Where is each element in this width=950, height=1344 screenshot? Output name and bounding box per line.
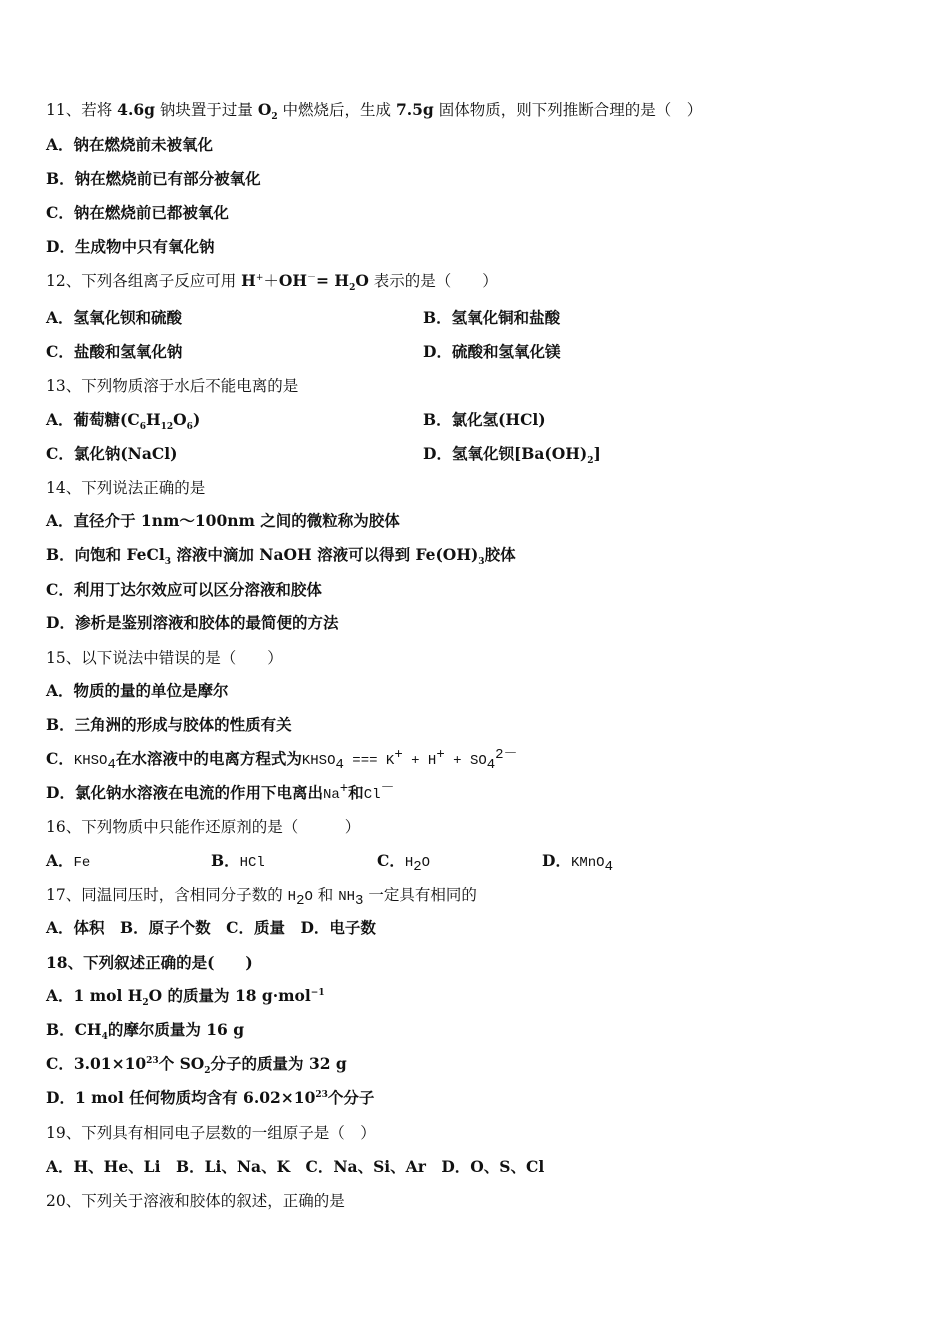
q18-option-a xyxy=(46,986,325,1009)
q14-b-sub: 3 xyxy=(164,557,172,568)
q15-d-formula: Cl xyxy=(363,787,381,803)
q15-c-text: 在水溶液中的电离方程式为 xyxy=(115,749,302,768)
q16-b-formula: HCl xyxy=(239,855,265,871)
q18-c-text: 个 SO xyxy=(158,1054,205,1073)
q11-option-a: A．钠在燃烧前未被氧化 xyxy=(46,135,214,154)
q18-d-text: D．1 mol 任何物质均含有 6.02×10 xyxy=(46,1088,316,1107)
q18-b-text: 的摩尔质量为 16 g xyxy=(107,1020,245,1039)
q13-a-text: A．葡萄糖(C xyxy=(46,410,140,429)
q15-c-formula: KHSO xyxy=(73,753,108,769)
q13-d-text: ] xyxy=(593,444,601,463)
q16-option-c xyxy=(377,851,431,876)
q17-stem-text: 17、同温同压时，含相同分子数的 xyxy=(46,886,288,904)
q11-stem-text: 钠块置于过量 xyxy=(154,101,258,119)
q15-c-sup: 2－ xyxy=(495,746,518,763)
q13-a-sub: 12 xyxy=(160,422,174,433)
q17-stem-text: 一定具有相同的 xyxy=(363,886,477,904)
q14-b-text: 胶体 xyxy=(484,545,516,564)
q20-stem: 20、下列关于溶液和胶体的叙述，正确的是 xyxy=(46,1192,345,1210)
q11-option-d: D．生成物中只有氧化钠 xyxy=(46,237,215,256)
q17-formula: NH xyxy=(338,889,356,905)
q18-b-text: B．CH xyxy=(46,1020,102,1039)
q13-row-1 xyxy=(46,410,546,433)
q16-stem: 16、下列物质中只能作还原剂的是（ ） xyxy=(46,818,361,836)
q13-a-text: O xyxy=(173,410,187,429)
q15-c-formula: === K xyxy=(343,753,395,769)
q13-d-sub: 2 xyxy=(587,456,594,467)
q14-option-c: C．利用丁达尔效应可以区分溶液和胶体 xyxy=(46,580,322,599)
q14-option-d: D．渗析是鉴别溶液和胶体的最简便的方法 xyxy=(46,613,339,632)
q13-option-a xyxy=(46,410,201,433)
q16-b-label: B． xyxy=(211,851,240,870)
q13-a-sub: 6 xyxy=(186,422,193,433)
q12-stem-text: 12、下列各组离子反应可用 xyxy=(46,272,242,290)
q12-superscript: + xyxy=(255,272,264,283)
q18-c-sub: 2 xyxy=(204,1066,211,1077)
q18-a-sup: −1 xyxy=(310,987,325,998)
q16-c-formula: H xyxy=(404,855,414,871)
q16-c-label: C． xyxy=(377,851,405,870)
q19-stem: 19、下列具有相同电子层数的一组原子是（ ） xyxy=(46,1124,376,1142)
q18-a-sub: 2 xyxy=(142,998,149,1009)
q13-d-text: D．氢氧化钡[Ba(OH) xyxy=(423,444,588,463)
q17-sub: 3 xyxy=(355,893,364,910)
q13-a-sub: 6 xyxy=(139,422,146,433)
q17-options: A．体积 B．原子个数 C．质量 D．电子数 xyxy=(46,918,376,937)
q18-option-d xyxy=(46,1088,374,1108)
q12-formula: O xyxy=(355,271,369,290)
q16-c-formula: O xyxy=(421,855,431,871)
q18-c-sup: 23 xyxy=(146,1055,159,1066)
q15-c-label: C． xyxy=(46,749,74,768)
q16-option-b xyxy=(211,851,265,873)
q16-option-a xyxy=(46,851,90,873)
q17-formula: H xyxy=(287,889,297,905)
q18-c-text: C．3.01×10 xyxy=(46,1054,147,1073)
q11-option-c: C．钠在燃烧前已都被氧化 xyxy=(46,203,229,222)
q15-d-text: 和 xyxy=(348,783,364,802)
q12-formula: = H xyxy=(316,271,350,290)
q12-option-c: C．盐酸和氢氧化钠 xyxy=(46,342,183,361)
q15-c-sub: 4 xyxy=(107,757,116,774)
q11-stem-text: 11、若将 xyxy=(46,101,118,119)
q11-stem-text: 中燃烧后，生成 xyxy=(277,101,396,119)
q18-option-b xyxy=(46,1020,245,1043)
q14-b-text: 溶液中滴加 NaOH 溶液可以得到 Fe(OH) xyxy=(171,545,479,564)
q14-option-b xyxy=(46,545,516,568)
q18-d-sup: 23 xyxy=(315,1089,328,1100)
q19-options: A．H、He、Li B．Li、Na、K C．Na、Si、Ar D．O、S、Cl xyxy=(46,1157,545,1176)
q17-formula: O xyxy=(304,889,313,905)
q18-option-c xyxy=(46,1054,347,1077)
q13-a-text: H xyxy=(145,410,161,429)
q15-d-sup: + xyxy=(339,780,349,797)
q18-a-text: O 的质量为 18 g·mol xyxy=(148,986,311,1005)
q18-d-text: 个分子 xyxy=(327,1088,375,1107)
q15-d-formula: Na xyxy=(322,787,340,803)
q12-stem-text: 表示的是（ ） xyxy=(368,272,498,290)
q14-option-a: A．直径介于 1nm～100nm 之间的微粒称为胶体 xyxy=(46,511,400,530)
q15-option-a: A．物质的量的单位是摩尔 xyxy=(46,681,229,700)
q15-c-formula: + SO xyxy=(444,753,487,769)
q15-d-sup: － xyxy=(380,780,395,797)
q16-d-label: D． xyxy=(542,851,571,870)
q18-c-text: 分子的质量为 32 g xyxy=(210,1054,347,1073)
q17-stem xyxy=(46,885,477,910)
q18-a-text: A．1 mol H xyxy=(46,986,143,1005)
q13-stem: 13、下列物质溶于水后不能电离的是 xyxy=(46,377,299,395)
q12-formula: H xyxy=(241,271,256,290)
q15-c-sup: + xyxy=(436,746,445,763)
q15-c-sup: + xyxy=(394,746,403,763)
q14-b-sub: 3 xyxy=(478,557,485,568)
q17-stem-text: 和 xyxy=(312,886,339,904)
q15-option-b: B．三角洲的形成与胶体的性质有关 xyxy=(46,715,292,734)
q18-stem: 18、下列叙述正确的是( ) xyxy=(46,953,253,972)
q15-c-formula: KHSO xyxy=(301,753,336,769)
q12-subscript: 2 xyxy=(349,283,356,294)
q11-formula: O xyxy=(257,100,272,119)
q16-d-sub: 4 xyxy=(604,859,613,876)
q11-subscript: 2 xyxy=(271,112,278,123)
q15-d-text: D．氯化钠水溶液在电流的作用下电离出 xyxy=(46,783,323,802)
q12-formula: OH xyxy=(278,271,308,290)
q12-option-a: A．氢氧化钡和硫酸 xyxy=(46,308,183,327)
q16-c-sub: 2 xyxy=(413,859,422,876)
q11-stem xyxy=(46,100,703,123)
q12-option-d: D．硫酸和氢氧化镁 xyxy=(423,342,561,361)
q11-stem-text: 固体物质，则下列推断合理的是（ ） xyxy=(433,101,703,119)
q15-stem: 15、以下说法中错误的是（ ） xyxy=(46,649,283,667)
q14-b-text: B．向饱和 FeCl xyxy=(46,545,165,564)
q17-sub: 2 xyxy=(296,893,305,910)
q12-superscript: － xyxy=(307,272,317,283)
q13-a-text: ) xyxy=(192,410,201,429)
q15-c-sub: 4 xyxy=(486,757,496,774)
q12-stem xyxy=(46,271,498,294)
q15-c-formula: + H xyxy=(402,753,437,769)
q12-row-2 xyxy=(46,342,561,362)
q18-b-sub: 4 xyxy=(101,1032,108,1043)
q11-option-b: B．钠在燃烧前已有部分被氧化 xyxy=(46,169,261,188)
q11-mass: 4.6g xyxy=(117,100,155,119)
q12-plus: ＋ xyxy=(263,272,279,290)
q15-option-c xyxy=(46,746,518,774)
q16-option-d xyxy=(542,851,613,876)
q11-mass: 7.5g xyxy=(395,100,434,119)
q15-option-d xyxy=(46,780,395,805)
q16-a-formula: Fe xyxy=(73,855,91,871)
q13-option-d xyxy=(423,444,601,467)
q15-c-sub: 4 xyxy=(335,757,344,774)
q13-option-b: B．氯化氢(HCl) xyxy=(423,410,546,429)
q12-row-1 xyxy=(46,308,561,328)
q12-option-b: B．氢氧化铜和盐酸 xyxy=(423,308,561,327)
q13-option-c: C．氯化钠(NaCl) xyxy=(46,444,178,463)
q14-stem: 14、下列说法正确的是 xyxy=(46,479,206,497)
q16-a-label: A． xyxy=(46,851,74,870)
q13-row-2 xyxy=(46,444,601,467)
q16-d-formula: KMnO xyxy=(570,855,605,871)
